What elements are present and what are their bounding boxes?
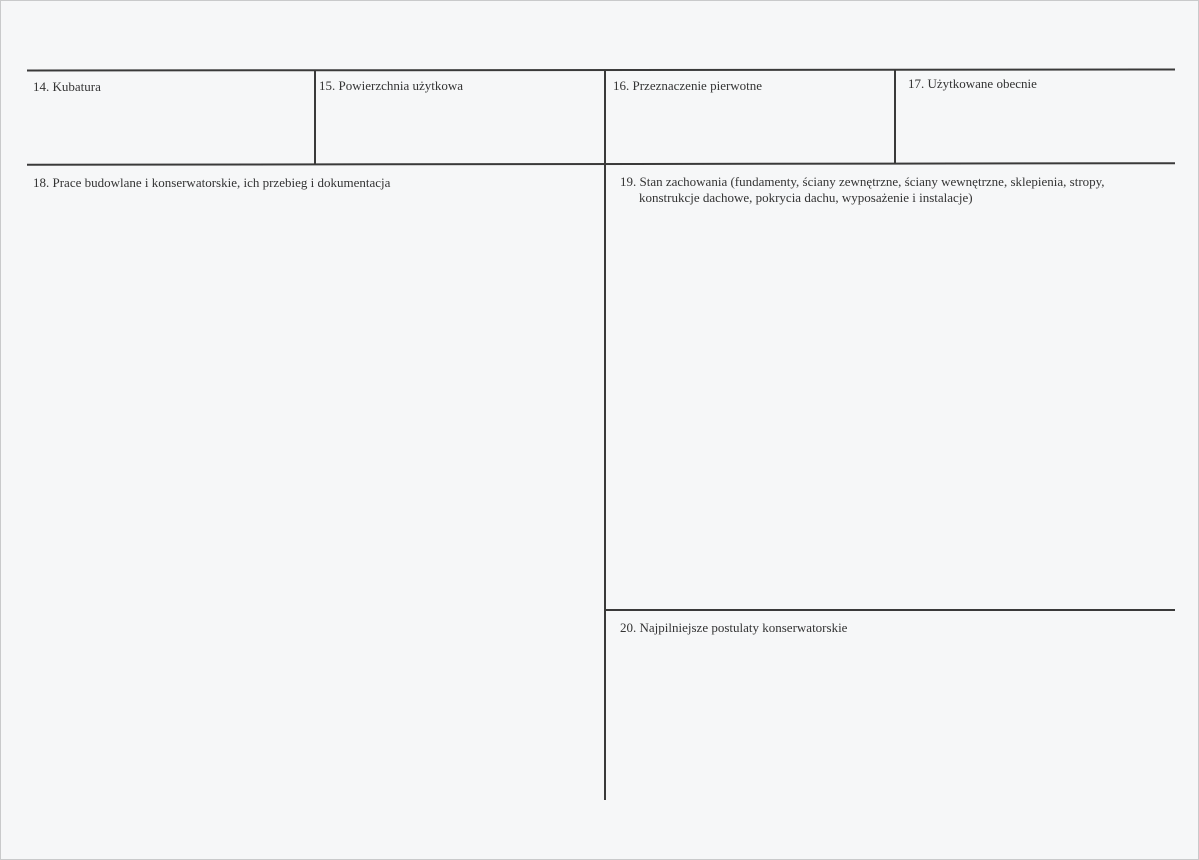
field-20-area[interactable] [609, 641, 1173, 797]
middle-rule [27, 162, 1175, 166]
field-18-area[interactable] [29, 195, 601, 795]
field-15-label: 15. Powierzchnia użytkowa [319, 78, 464, 93]
field-19-label-line2: konstrukcje dachowe, pokrycia dachu, wyposażenie i instalacje) [639, 190, 973, 205]
divider-16-17 [894, 70, 896, 164]
field-17-area[interactable] [899, 97, 1173, 161]
field-17-label: 17. Użytkowane obecnie [908, 76, 1037, 91]
field-14-label: 14. Kubatura [33, 79, 101, 94]
field-15-area[interactable] [319, 97, 601, 161]
field-19-area[interactable] [609, 211, 1173, 605]
field-16-label: 16. Przeznaczenie pierwotne [613, 78, 763, 93]
field-16-area[interactable] [609, 97, 891, 161]
field-19-label [620, 174, 1160, 206]
field-18-label: 18. Prace budowlane i konserwatorskie, ich przebieg i dokumentacja [33, 175, 391, 190]
field-20-label: 20. Najpilniejsze postulaty konserwatorskie [620, 620, 848, 635]
top-rule [27, 68, 1175, 71]
field-14-area[interactable] [29, 97, 311, 161]
divider-14-15 [314, 71, 316, 165]
field-19-label-line1: 19. Stan zachowania (fundamenty, ściany zewnętrzne, ściany wewnętrzne, sklepienia, stropy, [620, 174, 1105, 189]
main-vertical-divider [604, 70, 606, 800]
field-20-top-rule [605, 609, 1175, 611]
